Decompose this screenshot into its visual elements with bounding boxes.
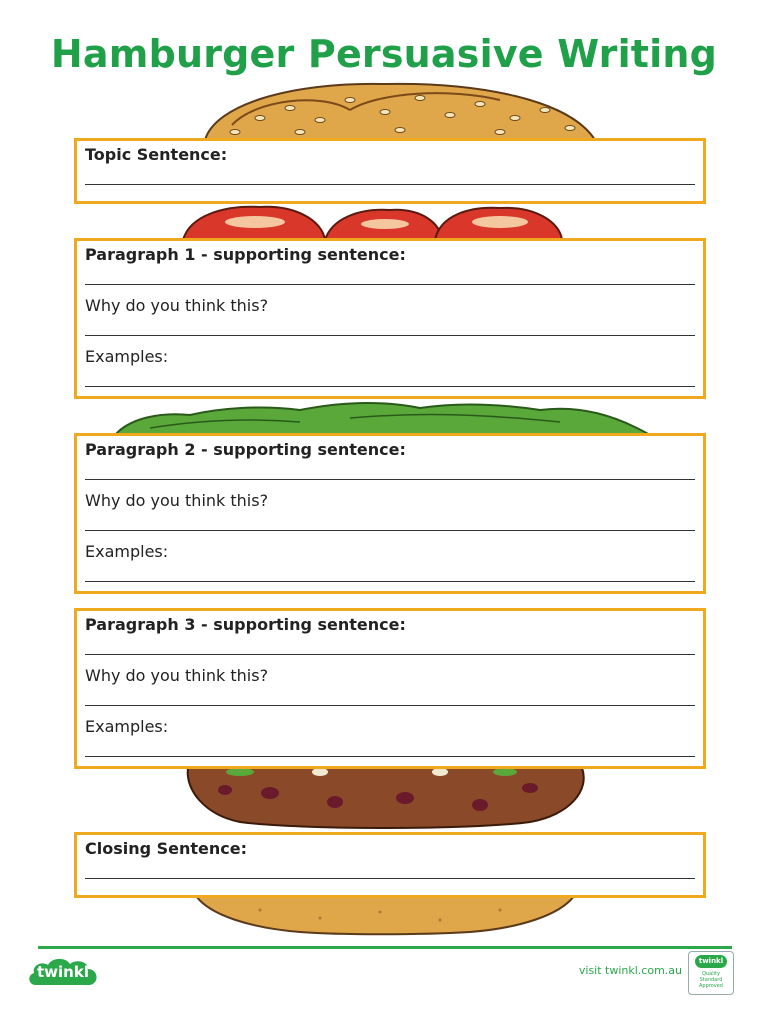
lettuce-illustration <box>115 403 650 435</box>
writing-line <box>85 530 695 531</box>
twinkl-logo[interactable] <box>26 955 100 989</box>
topic-sentence-row[interactable] <box>85 141 695 185</box>
bottom-bun-illustration <box>196 896 574 934</box>
writing-line <box>85 335 695 336</box>
topic-sentence-box <box>74 138 706 204</box>
paragraph-3-examples-row[interactable] <box>85 713 695 757</box>
paragraph-1-supporting-row[interactable] <box>85 241 695 285</box>
paragraph-3-why-label: Why do you think this? <box>85 666 269 685</box>
top-bun-illustration <box>205 84 595 140</box>
writing-line <box>85 654 695 655</box>
paragraph-2-supporting-label: Paragraph 2 - supporting sentence: <box>85 440 406 459</box>
closing-sentence-row[interactable] <box>85 835 695 879</box>
paragraph-3-examples-label: Examples: <box>85 717 169 736</box>
page-title: Hamburger Persuasive Writing <box>50 32 718 76</box>
writing-line <box>85 184 695 185</box>
visit-link[interactable]: visit twinkl.com.au <box>578 964 682 977</box>
writing-line <box>85 705 695 706</box>
writing-line <box>85 386 695 387</box>
paragraph-2-examples-label: Examples: <box>85 542 169 561</box>
writing-line <box>85 581 695 582</box>
paragraph-3-supporting-label: Paragraph 3 - supporting sentence: <box>85 615 406 634</box>
paragraph-1-examples-label: Examples: <box>85 347 169 366</box>
paragraph-2-why-row[interactable] <box>85 487 695 531</box>
paragraph-2-examples-row[interactable] <box>85 538 695 582</box>
closing-sentence-box <box>74 832 706 898</box>
paragraph-3-supporting-row[interactable] <box>85 611 695 655</box>
writing-line <box>85 878 695 879</box>
paragraph-3-why-row[interactable] <box>85 662 695 706</box>
paragraph-1-box <box>74 238 706 399</box>
paragraph-2-box <box>74 433 706 594</box>
paragraph-1-examples-row[interactable] <box>85 343 695 387</box>
paragraph-1-why-label: Why do you think this? <box>85 296 269 315</box>
writing-line <box>85 284 695 285</box>
paragraph-2-why-label: Why do you think this? <box>85 491 269 510</box>
badge-text: Quality Standard Approved <box>699 971 723 989</box>
footer-divider <box>38 946 732 949</box>
paragraph-2-supporting-row[interactable] <box>85 436 695 480</box>
closing-sentence-label: Closing Sentence: <box>85 839 248 858</box>
quality-badge <box>688 951 734 995</box>
tomato-illustration <box>183 207 562 240</box>
writing-line <box>85 479 695 480</box>
writing-line <box>85 756 695 757</box>
badge-title: twinkl <box>695 955 727 968</box>
patty-illustration <box>188 768 584 828</box>
paragraph-3-box <box>74 608 706 769</box>
paragraph-1-supporting-label: Paragraph 1 - supporting sentence: <box>85 245 406 264</box>
paragraph-1-why-row[interactable] <box>85 292 695 336</box>
logo-text: twinkl <box>37 963 89 981</box>
topic-sentence-label: Topic Sentence: <box>85 145 228 164</box>
